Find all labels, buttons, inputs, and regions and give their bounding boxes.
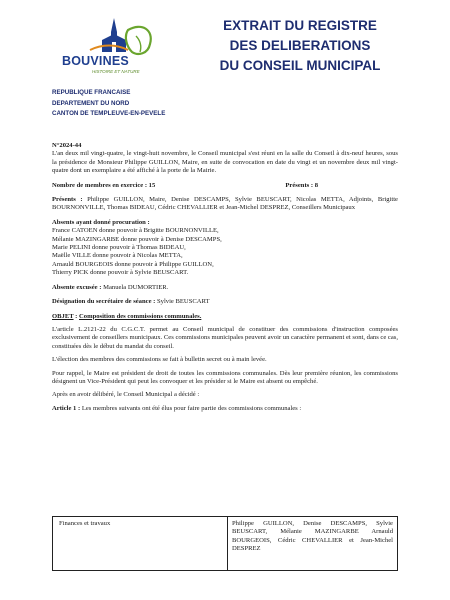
commission-members-cell: Philippe GUILLON, Denise DESCAMPS, Sylvie BEUSCART, Mélanie MAZINGARBE Arnauld BOURGEOIS, Cédric CHEVALLIER et Jean-Michel DESPREZ [232,520,393,553]
proxy-item: Arnauld BOURGEOIS donne pouvoir à Philippe GUILLON, [52,260,214,268]
paragraph-4: Après en avoir délibéré, le Conseil Municipal a décidé : [52,391,200,399]
object-text: Composition des commissions communales. [79,312,202,320]
secretary-name: Sylvie BEUSCART [155,298,210,306]
proxy-item: Marie PELINI donne pouvoir à Thomas BIDEAU, [52,244,186,252]
paragraph-3: Pour rappel, le Maire est président de droit de toutes les commissions communales. Dès leur première réunion, les commissions désignent un Vice-Président qui peut les convoquer et les présider si le Maire est absent ou empêché. [52,369,398,385]
deliberation-number: N°2024-44 [52,142,82,149]
logo-name: BOUVINES [62,54,129,68]
logo-tagline: HISTOIRE ET NATURE [92,69,140,74]
paragraph-1: L'article L.2121-22 du C.G.C.T. permet au Conseil municipal de constituer des commissions d'instruction composées exclusivement de conseillers municipaux. Ces commissions municipales peuvent avoir un caractère permanent et sont, dans ce cas, constituées dès le début du mandat du conseil. [52,325,398,350]
administrative-header [52,88,165,120]
proxy-item: Mélanie MAZINGARBE donne pouvoir à Denise DESCAMPS, [52,235,222,243]
logo-graphic-icon [62,14,172,88]
proxies-label: Absents ayant donné procuration : [52,218,150,226]
admin-line-3: CANTON DE TEMPLEUVE-EN-PEVELE [52,110,166,117]
bouvines-logo [62,14,172,88]
intro-paragraph: L'an deux mil vingt-quatre, le vingt-huit novembre, le Conseil municipal s'est réuni en la salle du Conseil à dix-neuf heures, sous la présidence de Monsieur Philippe GUILLON, Maire, en suite de convocation en date du vingt et un novembre deux mil vingt-quatre dont un exemplaire a été affiché à la porte de la Mairie. [52,150,398,175]
article-label: Article 1 : [52,404,81,412]
deliberation-body [52,142,398,413]
object-paragraph: OBJET : Composition des commissions communales. [52,312,202,320]
excused-label: Absente excusée : [52,283,102,291]
excused-name: Manuela DUMORTIER. [101,283,169,291]
proxy-item: Thierry PICK donne pouvoir à Sylvie BEUSCART. [52,269,189,277]
title-line-3: DU CONSEIL MUNICIPAL [219,58,381,73]
article-1 [52,405,398,413]
secretary-paragraph [52,298,398,306]
commission-name-cell: Finances et travaux [53,517,228,570]
presents-label: Présents : [52,196,83,204]
members-in-office: Nombre de membres en exercice : 15 [52,181,156,189]
article-text: Les membres suivants ont été élus pour faire partie des commissions communales : [80,404,302,412]
object-label: OBJET [52,312,74,320]
present-count: Présents : 8 [285,181,318,189]
proxy-item: Maëlle VILLE donne pouvoir à Nicolas METTA, [52,252,183,260]
excused-paragraph [52,284,398,292]
admin-line-2: DEPARTEMENT DU NORD [52,99,130,107]
admin-line-1: REPUBLIQUE FRANCAISE [52,89,131,96]
member-counts [52,182,398,190]
document-title [190,16,410,76]
paragraph-2: L'élection des membres des commissions se fait à bulletin secret ou à main levée. [52,356,267,364]
presents-list: Philippe GUILLON, Maire, Denise DESCAMPS, Sylvie BEUSCART, Nicolas METTA, Adjoints, Brigitte BOURNONVILLE, Thomas BIDEAU, Cédric CHEVALLIER et Jean-Michel DESPREZ, Conseillers Municipaux [52,196,398,212]
presents-paragraph [52,196,398,213]
proxy-item: France CATOEN donne pouvoir à Brigitte BOURNONVILLE, [52,227,219,235]
title-line-1: EXTRAIT DU REGISTRE [223,18,377,33]
secretary-label: Désignation du secrétaire de séance : [52,298,156,306]
title-line-2: DES DELIBERATIONS [229,38,371,53]
commissions-table [52,516,398,571]
